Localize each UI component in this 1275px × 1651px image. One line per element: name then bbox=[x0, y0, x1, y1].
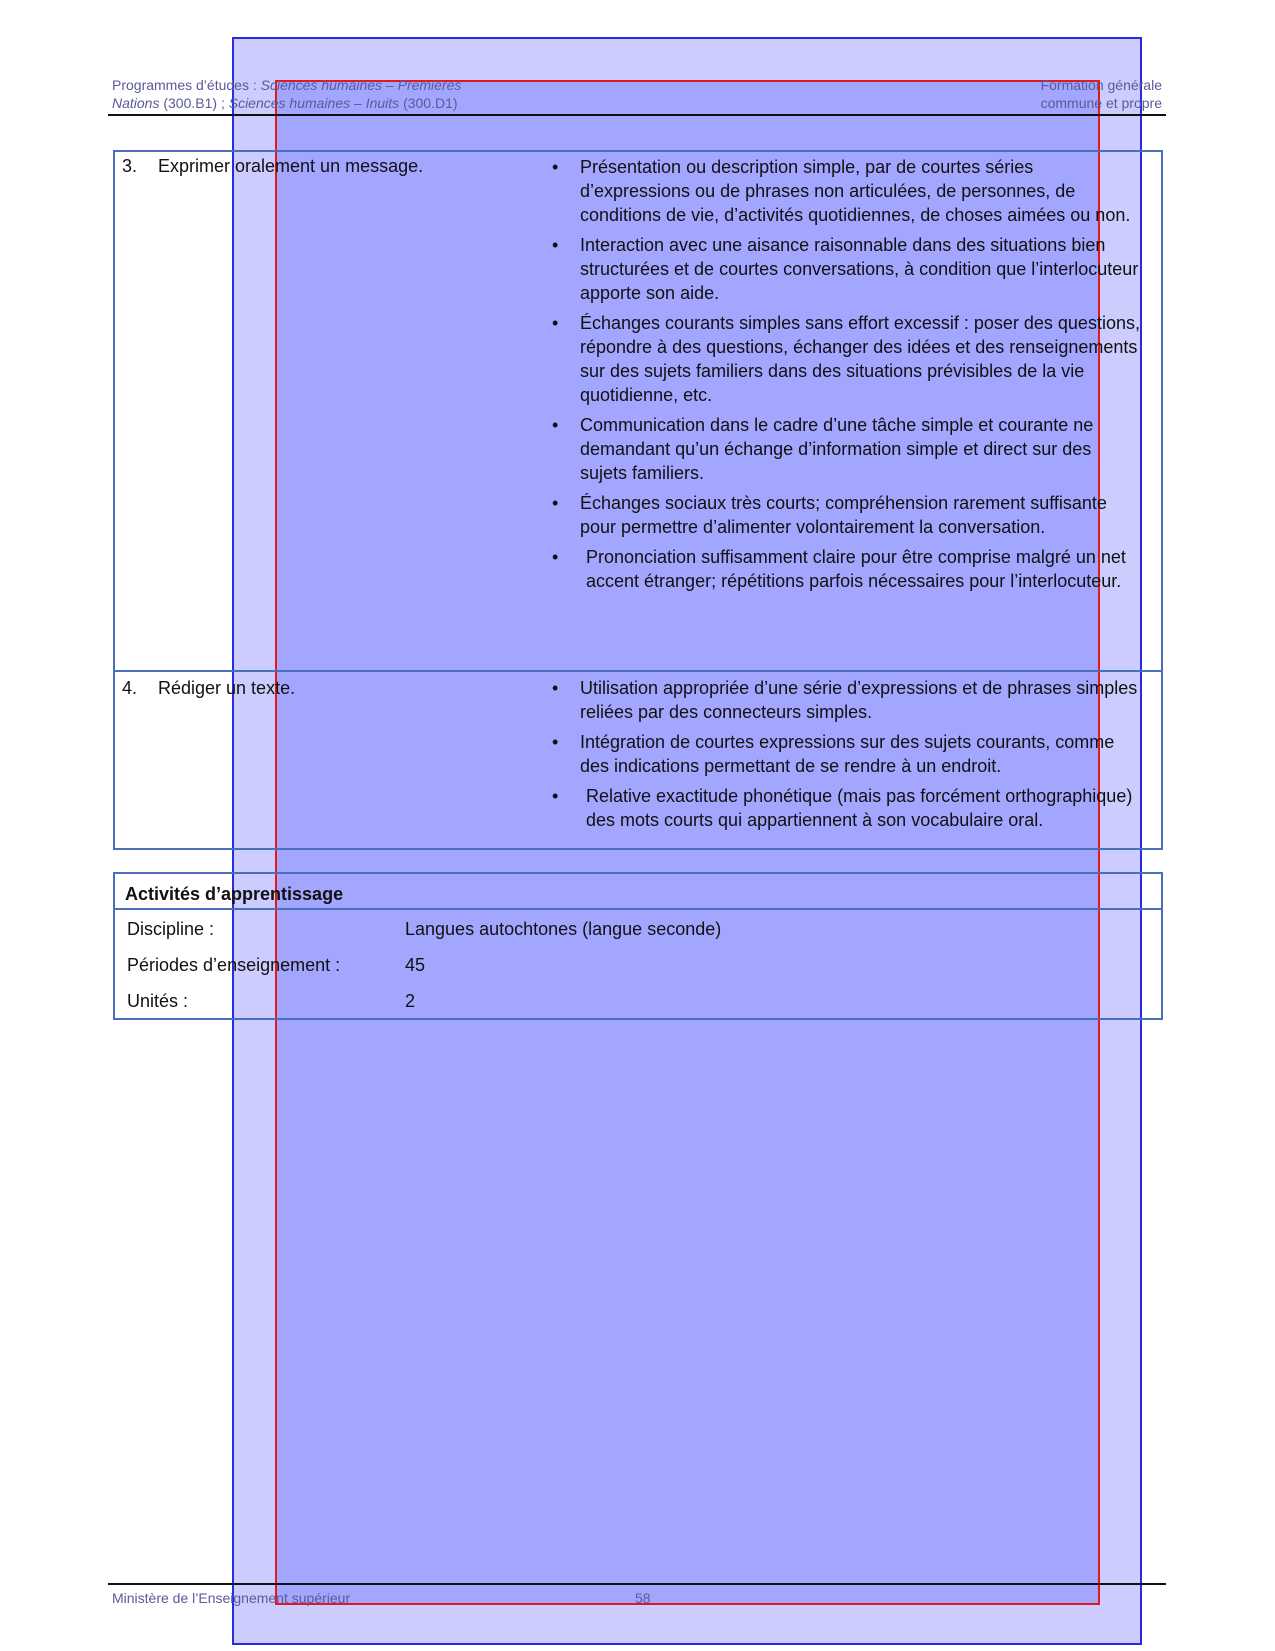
footer-ministry: Ministère de l’Enseignement supérieur bbox=[112, 1590, 351, 1606]
list-item: • Échanges sociaux très courts; compréhension rarement suffisante pour permettre d’alimenter volontairement la conversation. bbox=[550, 491, 1140, 539]
header-rule bbox=[108, 114, 1166, 116]
bullet-icon bbox=[552, 155, 562, 179]
criterion-label: 3. Exprimer oralement un message. bbox=[122, 156, 424, 176]
criteria-table bbox=[113, 150, 1163, 850]
criterion-3-list bbox=[550, 155, 1140, 599]
discipline-row bbox=[127, 917, 722, 941]
bullet-icon bbox=[552, 233, 562, 257]
bullet-icon bbox=[552, 413, 562, 437]
periods-row bbox=[127, 953, 426, 977]
list-item: • Communication dans le cadre d’une tâche simple et courante ne demandant qu’un échange d’information simple et direct sur des sujets familiers. bbox=[550, 413, 1140, 485]
discipline-value: Langues autochtones (langue seconde) bbox=[405, 919, 722, 939]
periods-label: Périodes d’enseignement : bbox=[127, 955, 341, 975]
page-number: 58 bbox=[635, 1590, 651, 1606]
list-item: • Intégration de courtes expressions sur des sujets courants, comme des indications permettant de se rendre à un endroit. bbox=[550, 730, 1140, 778]
units-label: Unités : bbox=[127, 991, 189, 1011]
bullet-icon bbox=[552, 730, 562, 754]
running-header-line-1 bbox=[112, 76, 1162, 94]
header-program-codes: Nations (300.B1) ; Sciences humaines – Inuits (300.D1) bbox=[112, 95, 458, 111]
criterion-row-4 bbox=[115, 670, 1161, 850]
list-item: • Relative exactitude phonétique (mais pas forcément orthographique) des mots courts qui appartiennent à son vocabulaire oral. bbox=[550, 784, 1140, 832]
header-formation-label-2: commune et propre bbox=[1040, 95, 1162, 111]
header-program-title: Programmes d’études : Sciences humaines – Premières bbox=[112, 77, 462, 93]
bullet-icon bbox=[552, 545, 562, 569]
discipline-label: Discipline : bbox=[127, 919, 215, 939]
running-header-line-2 bbox=[112, 94, 1162, 112]
criterion-label: 4. Rédiger un texte. bbox=[122, 678, 296, 698]
header-formation-label: Formation générale bbox=[1040, 77, 1162, 93]
activities-title-rule bbox=[115, 908, 1161, 910]
list-item: • Présentation ou description simple, par de courtes séries d’expressions ou de phrases non articulées, de personnes, de conditions de vie, d’activités quotidiennes, de choses aimées ou non. bbox=[550, 155, 1140, 227]
bullet-icon bbox=[552, 491, 562, 515]
list-item: • Prononciation suffisamment claire pour être comprise malgré un net accent étranger; répétitions parfois nécessaires pour l’interlocuteur. bbox=[550, 545, 1140, 593]
page-footer bbox=[112, 1589, 652, 1607]
list-item: • Utilisation appropriée d’une série d’expressions et de phrases simples reliées par des connecteurs simples. bbox=[550, 676, 1140, 724]
criterion-4-list bbox=[550, 676, 1140, 838]
activities-title: Activités d’apprentissage bbox=[125, 884, 344, 904]
learning-activities-table bbox=[113, 872, 1163, 1020]
units-value: 2 bbox=[405, 991, 416, 1011]
list-item: • Échanges courants simples sans effort excessif : poser des questions, répondre à des questions, échanger des idées et des renseignements sur des sujets familiers dans des situations prévisibles de la vie quotidienne, etc. bbox=[550, 311, 1140, 407]
footer-rule bbox=[108, 1583, 1166, 1585]
bullet-icon bbox=[552, 311, 562, 335]
bullet-icon bbox=[552, 676, 562, 700]
units-row bbox=[127, 989, 416, 1013]
periods-value: 45 bbox=[405, 955, 426, 975]
list-item: • Interaction avec une aisance raisonnable dans des situations bien structurées et de courtes conversations, à condition que l’interlocuteur apporte son aide. bbox=[550, 233, 1140, 305]
bullet-icon bbox=[552, 784, 562, 808]
criterion-row-3 bbox=[115, 152, 1161, 660]
